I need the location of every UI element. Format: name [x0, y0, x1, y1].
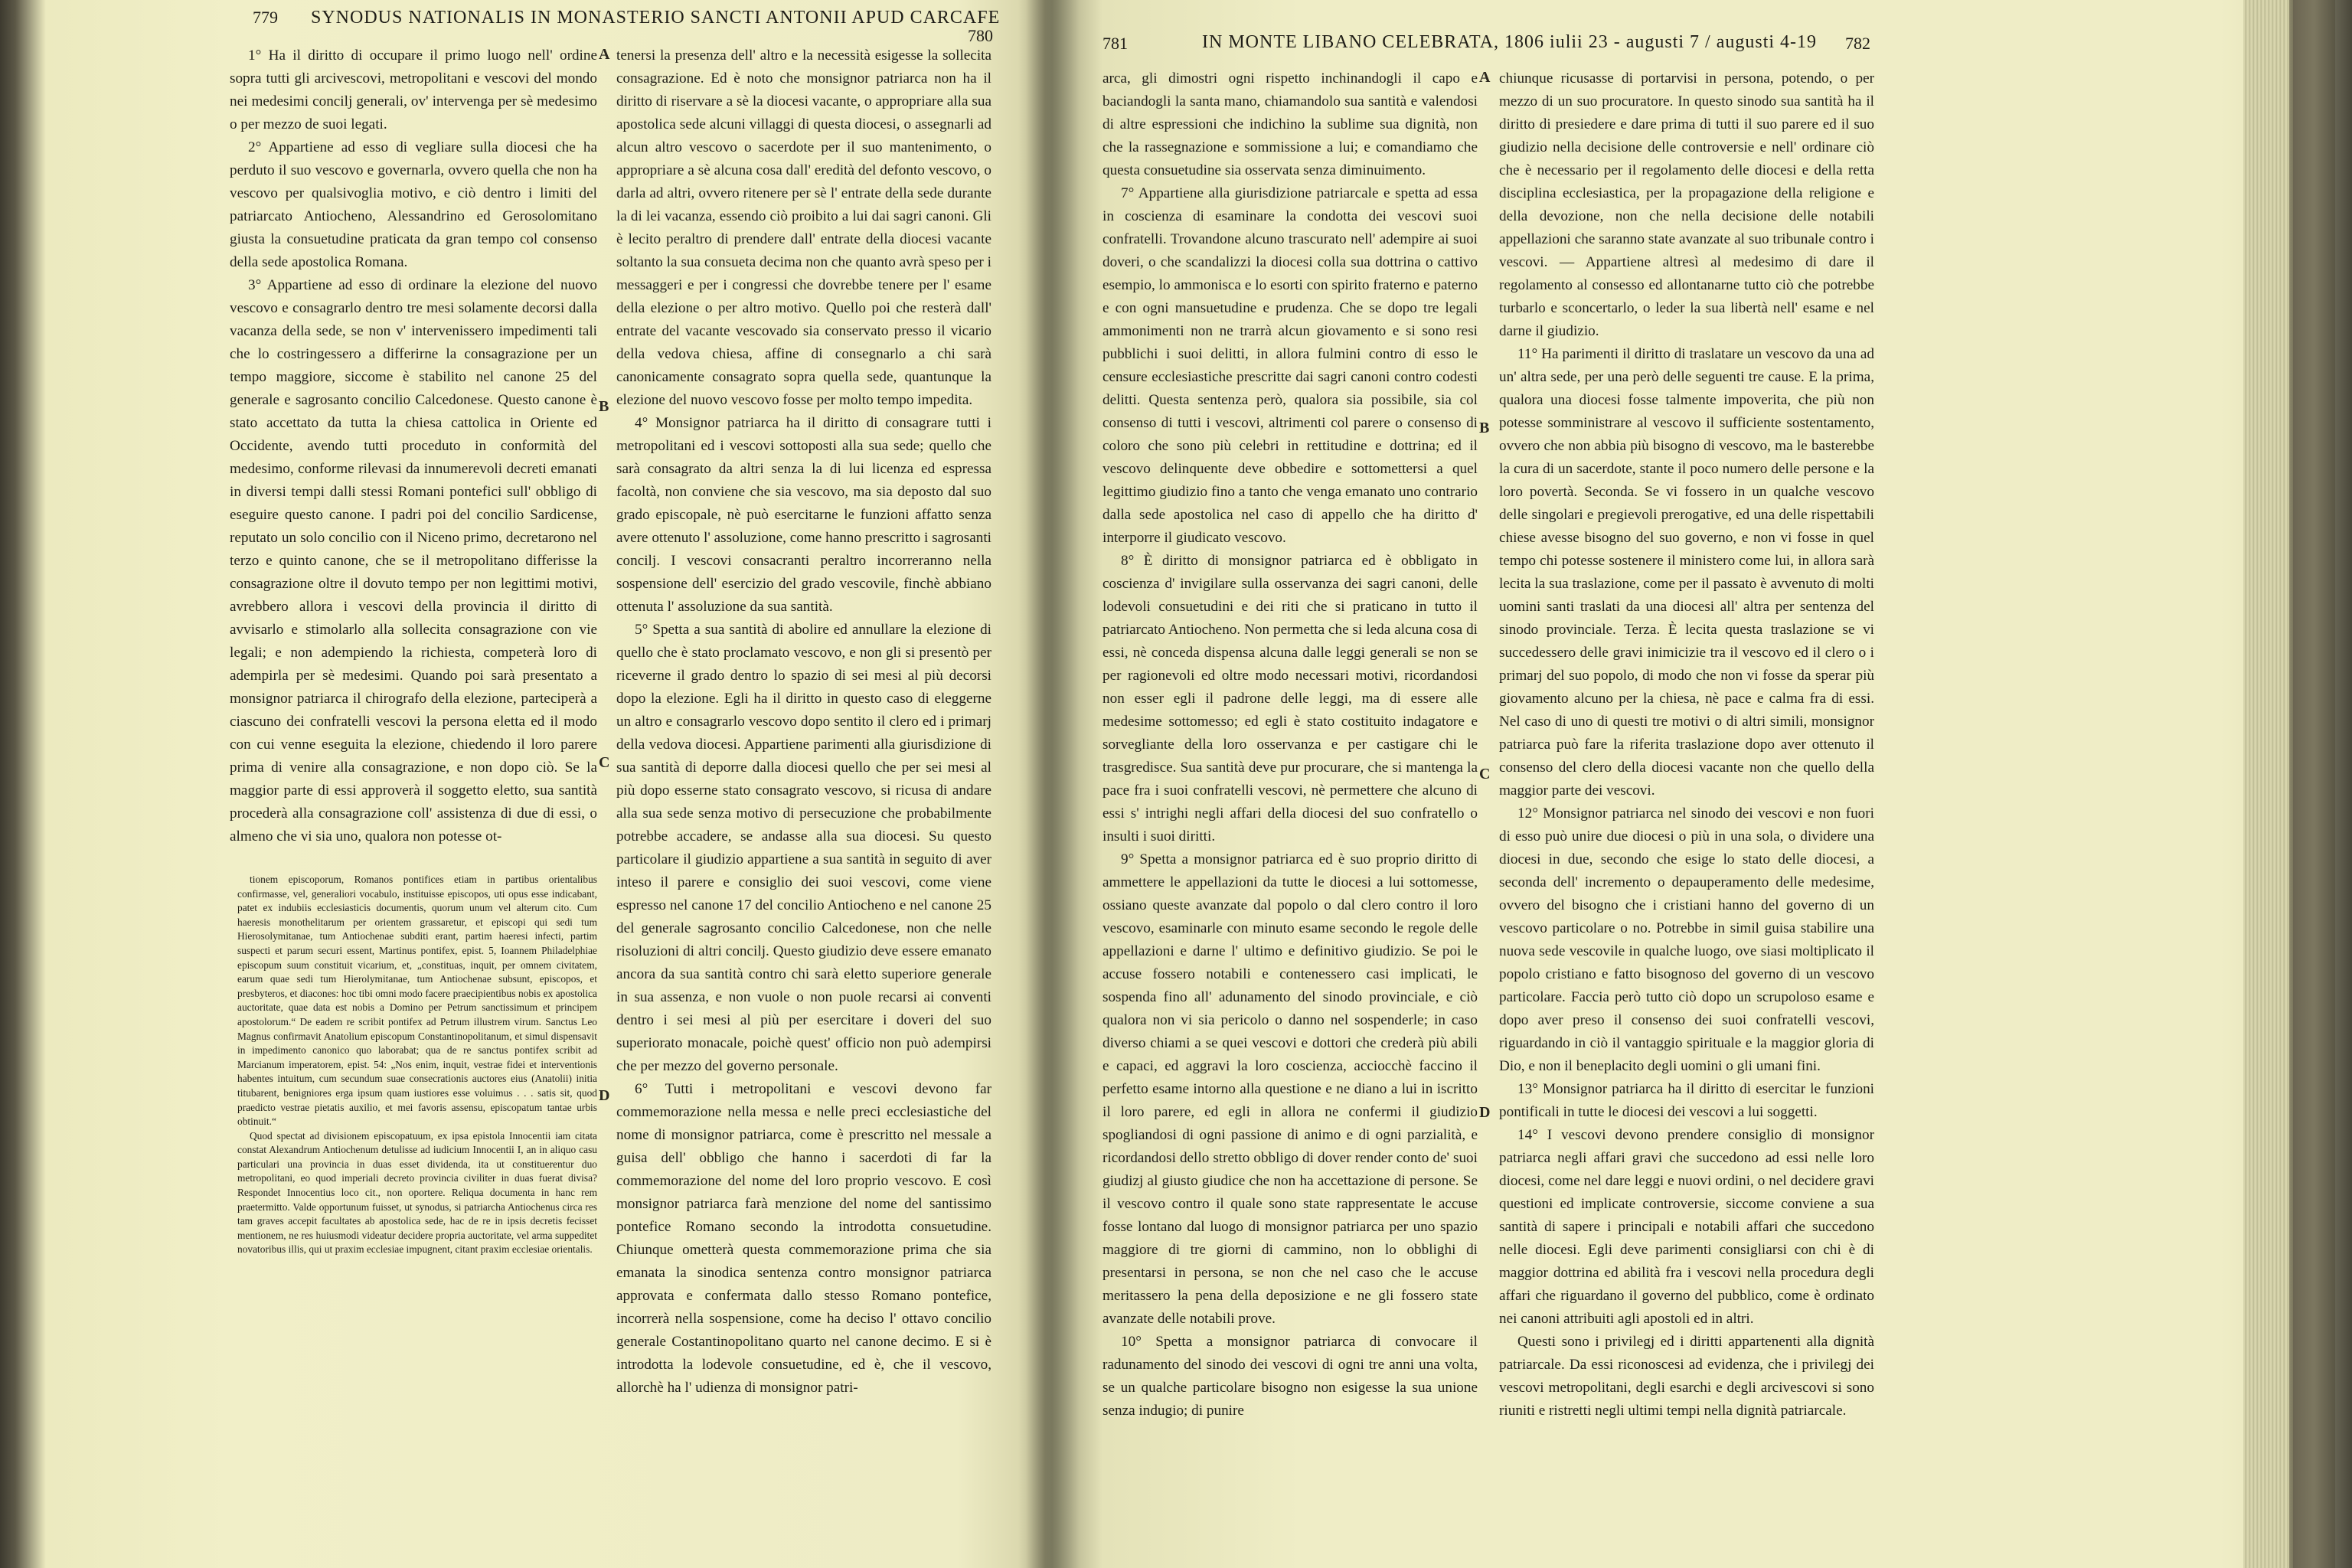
paragraph: 2° Appartiene ad esso di vegliare sulla diocesi che ha perduto il suo vescovo e governarla, ovvero quella che non ha vescovo per qualsivoglia motivo, e ciò dentro i limiti del patriarcato Antiocheno, Alessandrino ed Gerosolomitano giusta la consuetudine praticata da gran tempo col consenso della sede apostolica Romana.: [230, 139, 597, 270]
running-head: IN MONTE LIBANO CELEBRATA, 1806 iulii 23 - augusti 7 / augusti 4-19: [1202, 32, 1818, 52]
paragraph: 1° Ha il diritto di occupare il primo luogo nell' ordine sopra tutti gli arcivescovi, metropolitani e vescovi del mondo nei medesimi concilj generali, ov' intervenga per sè medesimo o per mezzo de suoi legati.: [230, 47, 597, 132]
footnote-paragraph: Quod spectat ad divisionem episcopatuum, ex ipsa epistola Innocentii iam citata constat Alexandrum Antiochenum detulisse ad iudicium Innocentii I, an in aliquo casu particulari una provincia in duas esset dividenda, ita ut constituerentur duo metropolitani, eo quod imperiali decreto provincia civiliter in duas fuerat divisa? Respondet Innocentius loco cit., non oportere. Reliqua documenta in hanc rem praetermitto. Valde opportunum fuisset, ut synodus, si patriarcha Antiochenus circa res tam graves accepit facultates ab apostolica sede, hac de re in ipsis decretis fecisset mentionem, ne res huiusmodi videatur decidere propria auctoritate, vel arma suppeditet novatoribus illis, qui ut praxim ecclesiae impugnent, citant praxim ecclesiae orientalis.: [237, 1129, 597, 1256]
right-page: [1080, 0, 2243, 1568]
footnote-paragraph: tionem episcoporum, Romanos pontifices etiam in partibus orientalibus confirmasse, vel, generaliori vocabulo, instituisse episcopos, uti opus esse indicabant, patet ex indubiis ecclesiasticis documentis, quorum unum vel alterum cito. Cum haeresis monothelitarum per orientem grassaretur, et episcopi qui sedi tum Hierosolymitanae, tum Antiochenae subditi erant, partim haeresi infecti, partim suspecti et parum securi essent, Martinus pontifex, epist. 5, Ioannem Philadelphiae episcopum suum constituit vicarium, et, „constituas, inquit, per omnem civitatem, earum quae sedi tum Hierolymitanae, tum Antiochenae subsunt, episcopos, et presbyteros, et diacones: hoc tibi omni modo facere praecipientibus nobis ex apostolica auctoritate, quae data est nobis a Domino per Petrum sanctissimum et principem apostolorum.“ De eadem re scribit pontifex ad Petrum illustrem virum. Sanctus Leo Magnus confirmavit Anatolium episcopum Constantinopolitanum, et simul dispensavit in impedimento canonico quo laborabat; qua de re sanctus pontifex scribit ad Marcianum imperatorem, epist. 54: „Nos enim, inquit, vestrae fidei et interventionis habentes intuitum, cum secundum suae consecrationis auctores eius (Anatolii) initia titubarent, benigniores erga ipsum quam iustiores esse voluimus . . . satis sit, quod praedicto vestrae pietatis auxilio, et mei favoris assensu, episcopatum tantae urbis obtinuit.“: [237, 874, 597, 1128]
paragraph: 6° Tutti i metropolitani e vescovi devono far commemorazione nella messa e nelle preci ecclesiastiche del nome di monsignor patriarca, come è prescritto nel messale a guisa dell' obbligo che hanno i sacerdoti di far la commemorazione del nome del loro proprio vescovo. E così monsignor patriarca farà menzione del nome del santissimo pontefice Romano secondo la introdotta consuetudine. Chiunque ometterà questa commemorazione prima che sia emanata la sinodica sentenza contro monsignor patriarca approvata e confermata dallo stesso Romano pontefice, incorrerà nella sospensione, come ha deciso l' ottavo concilio generale Costantinopolitano quarto nel canone decimo. E si è introdotta la lodevole consuetudine, ed è, che il vescovo, allorchè ha l' udienza di monsignor patri-: [616, 1081, 991, 1396]
paragraph: 12° Monsignor patriarca nel sinodo dei vescovi e non fuori di esso può unire due diocesi o più in una sola, o dividere una diocesi in due, secondo che esige lo stato delle diocesi, a seconda dell' incremento o depauperamento delle medesime, ovvero del bisogno che i cristiani hanno del governo di un vescovo particolare o no. Potrebbe in simil guisa stabilire una nuova sede vescovile in qualche luogo, ove siasi moltiplicato il popolo cristiano e fatto bisognoso del governo di un vescovo particolare. Faccia però tutto ciò dopo un scrupoloso esame e dopo aver preso il consenso dei suoi confratelli vescovi, riguardando in ciò il vantaggio spirituale e la maggior gloria di Dio, e non il beneplacito degli uomini o gli umani fini.: [1499, 805, 1874, 1074]
paragraph: Questi sono i privilegj ed i diritti appartenenti alla dignità patriarcale. Da essi riconoscesi ad evidenza, che i privilegj dei vescovi metropolitani, degli esarchi e degli arcivescovi si sono riuniti e ristretti negli ultimi tempi nella dignità patriarcale.: [1499, 1334, 1874, 1419]
page-number: 779: [253, 8, 278, 27]
paragraph: 11° Ha parimenti il diritto di traslatare un vescovo da una ad un' altra sede, per una però delle seguenti tre cause. E la prima, qualora una diocesi fosse talmente impoverita, che più non potesse somministrare al vescovo il sufficiente sostentamento, ovvero che non abbia più bisogno di vescovo, ma le basterebbe la cura di un sacerdote, stante il poco numero delle persone e la loro povertà. Seconda. Se vi fossero in un qualche vescovo delle singolari e pregievoli prerogative, ed una delle rispettabili chiese avesse bisogno del suo governo, e non vi fosse in quel tempo chi potesse sostenere il ministero come lui, in allora sarà lecita la sua traslazione, come per il passato è avvenuto di molti uomini santi traslati da una diocesi all' altra per sentenza del sinodo provinciale. Terza. È lecita questa traslazione se vi succedessero delle gravi inimicizie tra il vescovo ed il clero o i primarj del suo popolo, di modo che non vi fosse da sperar più giovamento alcuno per la chiesa, nè pace e calma fra di essi. Nel caso di uno di questi tre motivi o di altri simili, monsignor patriarca può fare la riferita traslazione dopo aver ottenuto il consenso del clero della diocesi vacante non che quello della maggior parte dei vescovi.: [1499, 346, 1874, 799]
paragraph: chiunque ricusasse di portarvisi in persona, potendo, o per mezzo di un suo procuratore. In questo sinodo sua santità ha il diritto di presiedere e dare prima di tutti il suo parere ed il suo giudizio nella decisione delle controversie e nell' ordinare ciò che è necessario per il regolamento delle diocesi e della retta disciplina ecclesiastica, per la propagazione della religione e della devozione, non che nella decisione delle notabili appellazioni che saranno state avanzate al suo tribunale contro i vescovi. — Appartiene altresì al medesimo di dare il regolamento al consesso ed allontanarne tutto ciò che potrebbe turbarlo e sconcertarlo, o leder la sua libertà nell' esame e nel darne il giudizio.: [1499, 70, 1874, 339]
page-number: 780: [968, 26, 993, 45]
margin-marker: C: [1479, 766, 1491, 782]
page-number: 782: [1845, 34, 1870, 53]
paragraph: 10° Spetta a monsignor patriarca di convocare il radunamento del sinodo dei vescovi di ogni tre anni una volta, se un qualche particolare bisogno non esigesse la sua unione senza indugio; di punire: [1102, 1334, 1478, 1419]
margin-marker: D: [1479, 1104, 1491, 1121]
footnote-column: [237, 873, 597, 1257]
paragraph: 13° Monsignor patriarca ha il diritto di esercitar le funzioni pontificali in tutte le diocesi dei vescovi a lui soggetti.: [1499, 1081, 1874, 1120]
paragraph: arca, gli dimostri ogni rispetto inchinandogli il capo e baciandogli la santa mano, chiamandolo sua santità e valendosi di altre espressioni che indichino la sublime sua dignità, non che la rassegnazione e sommissione a lui; e comandiamo che questa consuetudine sia osservata senza diminuimento.: [1102, 70, 1478, 178]
page-edges: [2243, 0, 2289, 1568]
paragraph: 9° Spetta a monsignor patriarca ed è suo proprio diritto di ammettere le appellazioni da tutte le diocesi a lui sottomesse, ossiano queste avanzate dal popolo o dal clero contro il loro vescovo, esaminarle con minuto esame secondo le regole delle appellazioni e darne l' ultimo e definitivo giudizio. Se poi le accuse fossero notabili e contenessero casi implicati, le sospenda fino all' adunamento del sinodo provinciale, e ciò qualora non vi sia pericolo o danno nel sospenderle; in caso diverso chiami a se quei vescovi e dottori che crederà più abili e capaci, ed aggravi la loro coscienza, acciocchè faccino il perfetto esame intorno alla questione e ne diano a lui in iscritto il loro parere, ed egli in allora ne confermi il giudizio spogliandosi di ogni passione di animo e di ogni parzialità, e ricordandosi dello stretto obbligo di dover render conto de' suoi giudizj al giusto giudice che non ha accettazione di persone. Se il vescovo contro il quale sono state rappresentate le accuse fosse lontano dal luogo di monsignor patriarca per uno spazio maggiore di tre giorni di cammino, non lo obblighi di presentarsi in persona, se non che nel caso che le accuse meritassero la pena della deposizione e ne gli fossero state avanzate delle notabili prove.: [1102, 851, 1478, 1327]
text-column-right: [616, 44, 991, 1400]
text-column-right: [1499, 67, 1874, 1423]
paragraph: 8° È diritto di monsignor patriarca ed è obbligato in coscienza d' invigilare sulla osservanza dei sagri canoni, delle lodevoli consuetudini e dei riti che si praticano in tutto il patriarcato Antiocheno. Non permetta che si leda alcuna cosa di essi, nè conceda dispensa alcuna dalle leggi generali se non se per ragionevoli ed oltre modo necessari motivi, ricordandosi non esser egli il padrone delle leggi, ma di essere alle medesime sottomesso; ed egli è stato costituito indagatore e sorvegliante della loro osservanza e per castigare chi le trasgredisce. Sua santità deve pur procurare, che si mantenga la pace fra i suoi confratelli vescovi, nè permettere che alcuno di essi s' intrighi negli affari della diocesi del suo confratello o insulti i suoi diritti.: [1102, 553, 1478, 844]
paragraph: 14° I vescovi devono prendere consiglio di monsignor patriarca negli affari gravi che succedono ad essi nelle loro diocesi, come nel dare leggi e nuovi ordini, o nel decidere gravi questioni ed implicate controversie, siccome conviene a sua santità di sapere i principali e notabili affari che succedono nelle diocesi. Egli deve parimenti consigliarsi con chi è di maggior dottrina ed abilità fra i vescovi nella procedura degli affari che riguardano il governo del pubblico, come è ordinato nei canoni attribuiti agli apostoli ed in altri.: [1499, 1127, 1874, 1327]
paragraph: 5° Spetta a sua santità di abolire ed annullare la elezione di quello che è stato proclamato vescovo, e non gli si presentò per riceverne il grado dentro lo spazio di sei mesi al più decorsi dopo la elezione. Egli ha il diritto in questo caso di eleggerne un altro e consagrarlo vescovo dopo sentito il clero ed i primarj della vedova diocesi. Appartiene parimenti alla giurisdizione di sua santità di deporre dalla diocesi quello che per sei mesi al più dopo esserne stato consagrato vescovo, si ricusa di andare alla sua sede senza motivo di persecuzione che probabilmente potrebbe accadere, se andasse alla sua diocesi. Su questo particolare il giudizio appartiene a sua santità in seguito di aver inteso il parere e consiglio dei suoi vescovi, come viene espresso nel canone 17 del concilio Antiocheno e nel canone 25 del generale sagrosanto concilio Calcedonese, non che nelle risoluzioni di altri concilj. Questo giudizio deve essere emanato ancora da sua santità contro chi sarà eletto superiore generale in sua assenza, e non vuole o non puole recarsi ai conventi dentro i sei mesi al più per esercitare i doveri del suo superiorato monacale, poichè quest' officio non può adempirsi che per mezzo del governo personale.: [616, 622, 991, 1074]
margin-marker: A: [599, 46, 610, 63]
page-number: 781: [1102, 34, 1128, 53]
left-page: [199, 0, 1026, 1568]
paragraph: 7° Appartiene alla giurisdizione patriarcale e spetta ad essa in coscienza di esaminare la condotta dei vescovi suoi confratelli. Trovandone alcuno trascurato nell' adempire ai suoi doveri, o che scandalizzi la diocesi colla sua dottrina o cattivo esempio, lo ammonisca e lo esorti con spirito fraterno e paterno e con ogni mansuetudine e prudenza. Che se dopo tre legali ammonimenti non ne trarrà alcun giovamento e si sono resi pubblichi i suoi delitti, in allora fulmini contro di esso le censure ecclesiastiche prescritte dai sagri canoni contro codesti delitti. Questa sentenza però, qualora sia possibile, sia col consenso di tutti i vescovi, altrimenti col parere o consenso di coloro che sono più celebri in rettitudine e dottrina; ed il vescovo delinquente deve obbedire e sottomettersi a quel legittimo giudizio fino a tanto che venga emanato uno contrario dalla sede apostolica nel caso di appello che ha diritto d' interporre il giudicato vescovo.: [1102, 185, 1478, 546]
book-cover-edge: [2293, 0, 2335, 1568]
paragraph: tenersi la presenza dell' altro e la necessità esigesse la sollecita consagrazione. Ed è noto che monsignor patriarca non ha il diritto di riservare a sè la diocesi vacante, o appropriare alla sua apostolica sede alcuni villaggi di questa diocesi, o assegnarli ad alcun altro vescovo o sacerdote per il suo mantenimento, o appropriare a sè alcuna cosa dall' eredità del defonto vescovo, o darla ad altri, ovvero ritenere per sè l' entrate della sede durante la di lei vacanza, essendo ciò proibito a lui dai sagri canoni. Gli è lecito peraltro di prendere dall' entrate della diocesi vacante soltanto la sua consueta decima non che quanto avrà speso per i messaggeri e per i congressi che dovrebbe tenere per l' esame della elezione o per altro motivo. Quello poi che resterà dall' entrate del vacante vescovado sia conservato presso il vicario della vedova chiesa, affine di consegnarlo a chi sarà canonicamente consagrato sopra quella sede, quantunque la elezione del nuovo vescovo fosse per molto tempo impedita.: [616, 47, 991, 408]
running-head: SYNODUS NATIONALIS IN MONASTERIO SANCTI ANTONII APUD CARCAFE: [311, 8, 1001, 28]
margin-marker: B: [599, 398, 609, 415]
text-column-left: [230, 44, 597, 848]
margin-marker: D: [599, 1087, 610, 1104]
paragraph: 3° Appartiene ad esso di ordinare la elezione del nuovo vescovo e consagrarlo dentro tre mesi solamente decorsi dalla vacanza della sede, se non v' intervenissero impedimenti tali che lo costringessero a differirne la consagrazione per un tempo maggiore, siccome è stabilito nel canone 25 del generale e sagrosanto concilio Calcedonese. Questo canone è stato accettato da tutta la chiesa cattolica in Oriente ed Occidente, avendo tutti proceduto in conformità del medesimo, conforme rilevasi da innumerevoli decreti emanati in diversi tempi dalli stessi Romani pontefici sull' obbligo di eseguire questo canone. I padri poi del concilio Sardicense, reputato un solo concilio con il Niceno primo, decretarono nel terzo e quinto canone, che se il metropolitano differisse la consagrazione oltre il dovuto tempo per non legittimi motivi, avrebbero allora i vescovi della provincia il diritto di avvisarlo e stimolarlo alla sollecita consagrazione con vie legali; e non adempiendo la richiesta, competerà loro di adempirla per sè medesimi. Quando poi sarà presentato a monsignor patriarca il chirografo della elezione, parteciperà a ciascuno dei confratelli vescovi la persona eletta ed il modo con cui venne eseguita la elezione, chiedendo il loro parere prima di venire alla consagrazione, e non dopo ciò. Se la maggior parte di essi approverà il soggetto eletto, sua santità procederà alla consagrazione coll' assistenza di due di essi, o almeno che vi sia uno, qualora non potesse ot-: [230, 277, 597, 844]
margin-marker: B: [1479, 420, 1490, 436]
margin-marker: C: [599, 754, 610, 771]
text-column-left: [1102, 67, 1478, 1423]
book-gutter: [1018, 0, 1080, 1568]
margin-marker: A: [1479, 69, 1491, 86]
paragraph: 4° Monsignor patriarca ha il diritto di consagrare tutti i metropolitani ed i vescovi sottoposti alla sua sede; quello che sarà consagrato da altri senza la di lui licenza ed espressa facoltà, non conviene che sia vescovo, ma sia deposto dal suo grado episcopale, nè può esercitarne le funzioni affatto senza avere ottenuto l' assoluzione, come hanno prescritto i sagrosanti concilj. I vescovi consacranti peraltro incorreranno nella sospensione dell' esercizio del grado vescovile, finchè abbiano ottenuta l' assoluzione da sua santità.: [616, 415, 991, 615]
